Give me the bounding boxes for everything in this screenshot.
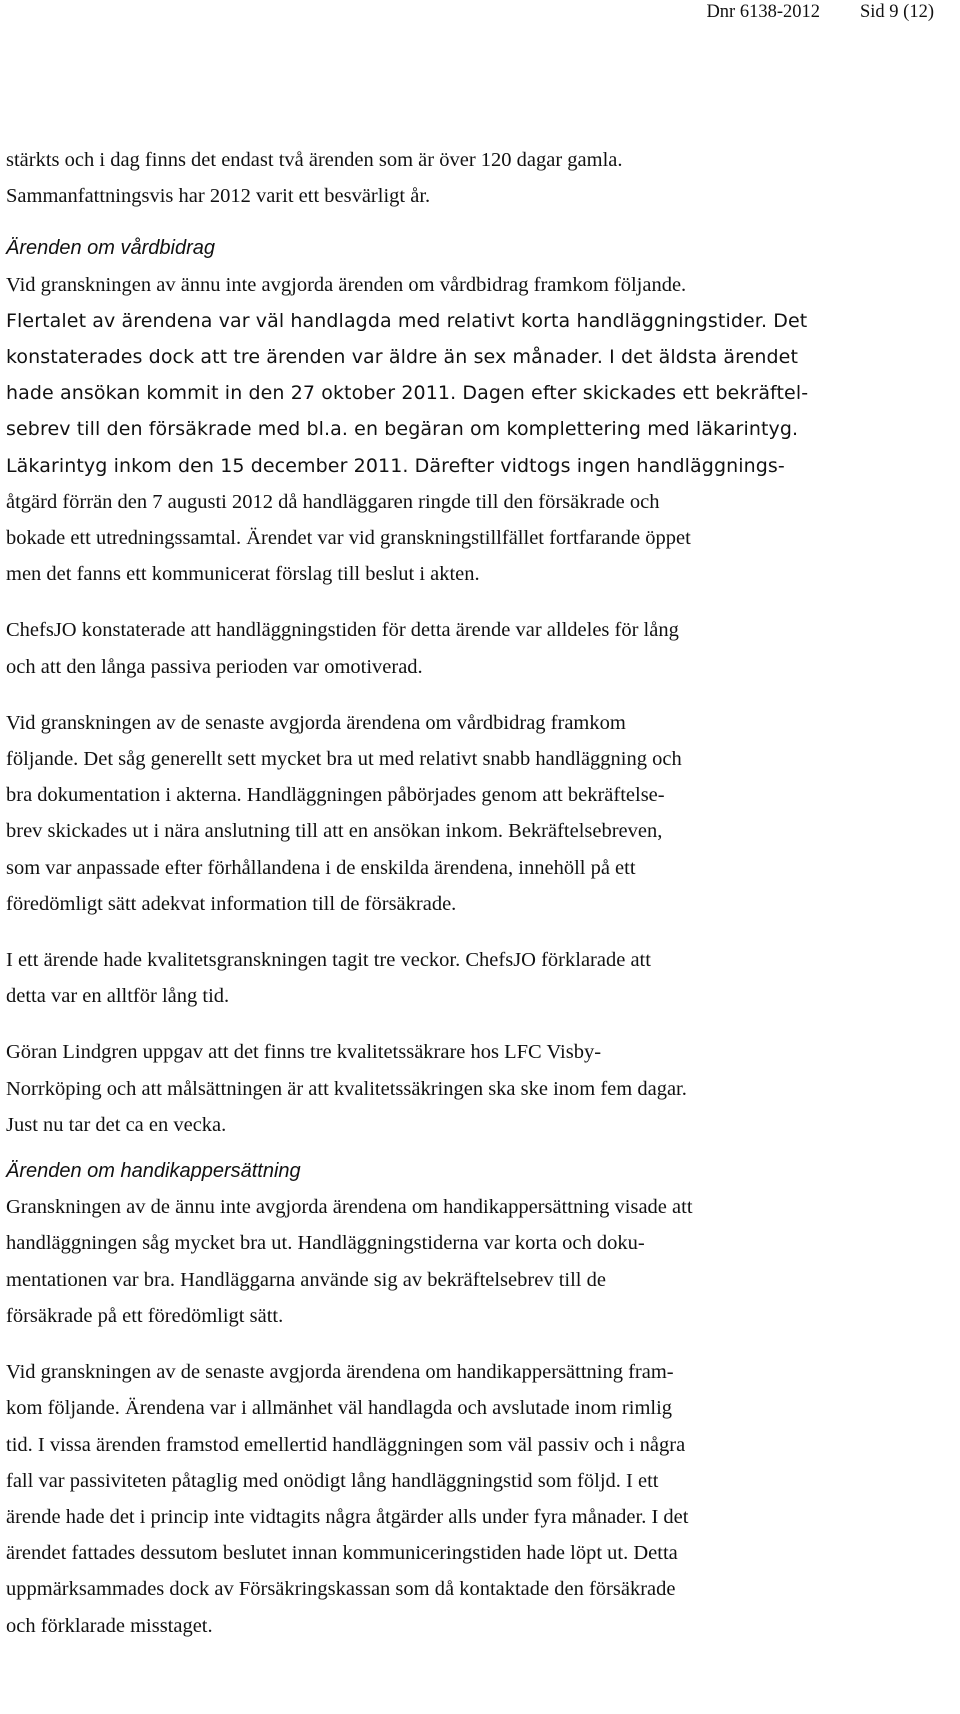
text-line: Sammanfattningsvis har 2012 varit ett besvärligt år.	[6, 185, 431, 208]
text-line: fall var passiviteten påtaglig med onödigt lång handläggningstid som följd. I ett	[6, 1469, 659, 1492]
text-line: men det fanns ett kommunicerat förslag till beslut i akten.	[6, 563, 480, 586]
paragraph-quality-review	[6, 942, 906, 1014]
text-line: kom följande. Ärendena var i allmänhet väl handlagda och avslutade inom rimlig	[6, 1397, 673, 1420]
paragraph-goran-lindgren	[6, 1034, 906, 1143]
text-line: Läkarintyg inkom den 15 december 2011. Därefter vidtogs ingen handläggnings-	[6, 454, 785, 477]
text-line: brev skickades ut i nära anslutning till att en ansökan inkom. Bekräftelsebreven,	[6, 820, 663, 843]
text-line: Vid granskningen av ännu inte avgjorda ärenden om vårdbidrag framkom följande.	[6, 273, 687, 296]
document-number: Dnr 6138-2012	[706, 2, 820, 22]
text-line: sebrev till den försäkrade med bl.a. en begäran om komplettering med läkarintyg.	[6, 418, 799, 441]
text-line: Göran Lindgren uppgav att det finns tre kvalitetssäkrare hos LFC Visby-	[6, 1041, 602, 1064]
text-line: uppmärksammades dock av Försäkringskassan som då kontaktade den försäkrade	[6, 1578, 676, 1601]
text-line: Vid granskningen av de senaste avgjorda ärendena om vårdbidrag framkom	[6, 711, 626, 734]
paragraph-vardbidrag-pending	[6, 267, 906, 593]
text-line: tid. I vissa ärenden framstod emellertid handläggningen som väl passiv och i några	[6, 1433, 686, 1456]
paragraph-handikapp-decided	[6, 1354, 906, 1644]
paragraph-vardbidrag-decided	[6, 705, 906, 922]
text-line: Just nu tar det ca en vecka.	[6, 1113, 227, 1136]
text-line: som var anpassade efter förhållandena i de enskilda ärendena, innehöll på ett	[6, 856, 636, 879]
text-line: hade ansökan kommit in den 27 oktober 2011. Dagen efter skickades ett bekräftel-	[6, 382, 809, 405]
text-line: handläggningen såg mycket bra ut. Handläggningstiderna var korta och doku-	[6, 1232, 645, 1255]
text-line: Flertalet av ärendena var väl handlagda med relativt korta handläggningstider. Det	[6, 309, 808, 332]
text-line: Vid granskningen av de senaste avgjorda ärendena om handikappersättning fram-	[6, 1361, 674, 1384]
text-line: mentationen var bra. Handläggarna använde sig av bekräftelsebrev till de	[6, 1268, 606, 1291]
section-heading-handikappersattning: Ärenden om handikappersättning	[6, 1160, 301, 1183]
text-line: I ett ärende hade kvalitetsgranskningen tagit tre veckor. ChefsJO förklarade att	[6, 949, 651, 972]
intro-paragraph	[6, 142, 906, 214]
text-line: åtgärd förrän den 7 augusti 2012 då handläggaren ringde till den försäkrade och	[6, 490, 660, 513]
text-line: Granskningen av de ännu inte avgjorda ärendena om handikappersättning visade att	[6, 1196, 693, 1219]
section-heading-vardbidrag: Ärenden om vårdbidrag	[6, 237, 216, 260]
text-line: ärendet fattades dessutom beslutet innan kommuniceringstiden hade löpt ut. Detta	[6, 1542, 678, 1565]
text-line: och att den långa passiva perioden var omotiverad.	[6, 655, 423, 678]
text-line: och förklarade misstaget.	[6, 1614, 213, 1637]
text-line: konstaterades dock att tre ärenden var äldre än sex månader. I det äldsta ärendet	[6, 346, 798, 369]
text-line: försäkrade på ett föredömligt sätt.	[6, 1304, 284, 1327]
paragraph-chefsjo-statement	[6, 612, 906, 684]
page-number: Sid 9 (12)	[860, 2, 934, 22]
paragraph-handikapp-pending	[6, 1189, 906, 1334]
text-line: stärkts och i dag finns det endast två ärenden som är över 120 dagar gamla.	[6, 149, 623, 171]
text-line: föredömligt sätt adekvat information till de försäkrade.	[6, 892, 457, 915]
text-line: bokade ett utredningssamtal. Ärendet var vid granskningstillfället fortfarande öppet	[6, 527, 691, 550]
text-line: följande. Det såg generellt sett mycket bra ut med relativt snabb handläggning och	[6, 748, 682, 771]
document-body	[6, 142, 906, 1644]
text-line: Norrköping och att målsättningen är att kvalitetssäkringen ska ske inom fem dagar.	[6, 1077, 687, 1100]
text-line: bra dokumentation i akterna. Handläggningen påbörjades genom att bekräftelse-	[6, 784, 665, 807]
text-line: detta var en alltför lång tid.	[6, 985, 230, 1008]
page-header	[706, 2, 934, 23]
text-line: ChefsJO konstaterade att handläggningstiden för detta ärende var alldeles för lång	[6, 619, 679, 642]
text-line: ärende hade det i princip inte vidtagits några åtgärder alls under fyra månader. I det	[6, 1505, 689, 1528]
